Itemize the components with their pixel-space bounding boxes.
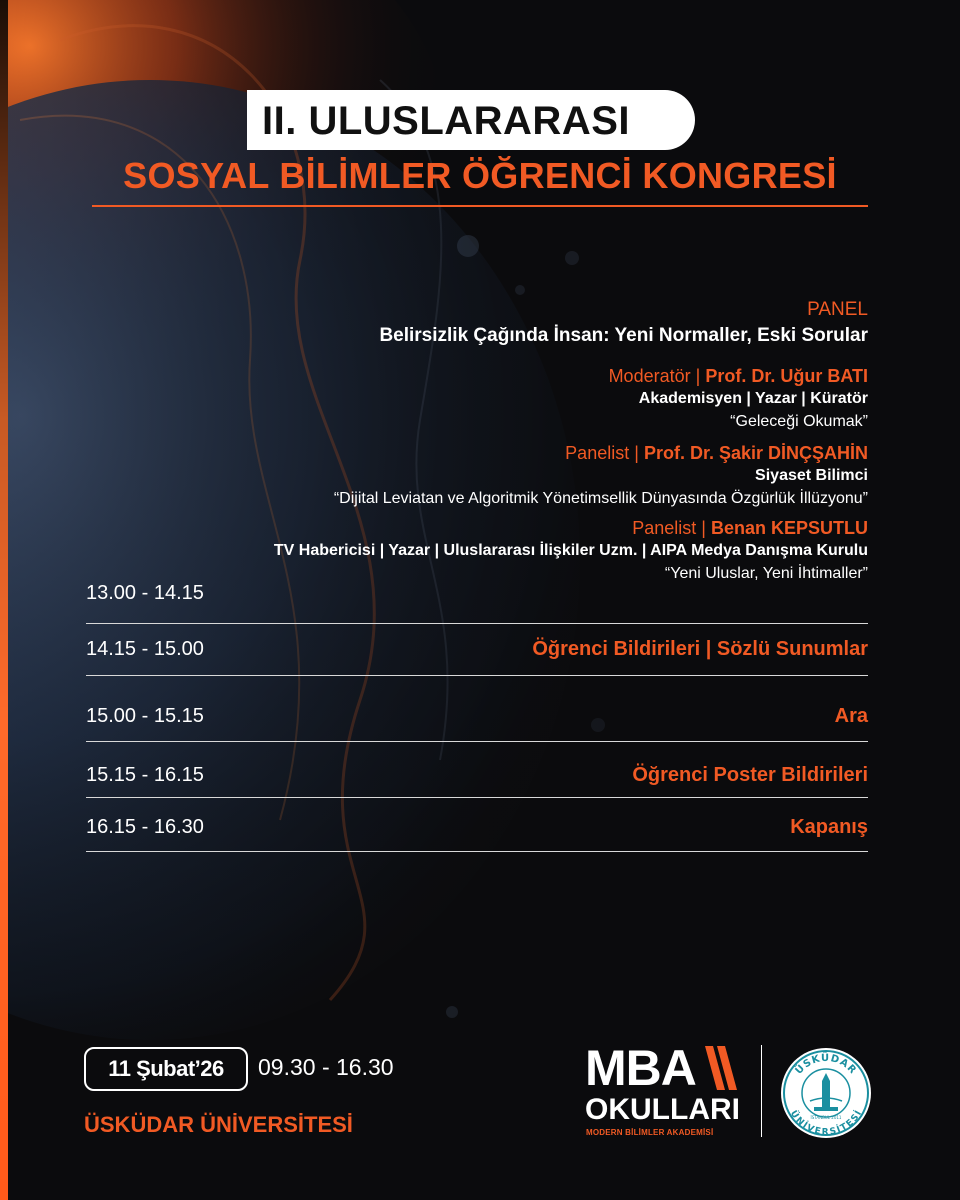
mba-slashes-icon [703, 1046, 741, 1090]
left-accent-bar [0, 0, 8, 1200]
seal-text-bottom: ÜNİVERSİTESİ [787, 1109, 865, 1138]
schedule-row [86, 580, 868, 624]
speaker-name: Benan KEPSUTLU [710, 518, 868, 538]
schedule-time: 16.15 - 16.30 [86, 816, 204, 838]
panel-label: PANEL [807, 299, 868, 320]
event-venue: ÜSKÜDAR ÜNİVERSİTESİ [84, 1112, 353, 1137]
speaker-role: Panelist [632, 518, 697, 538]
speaker-description: Akademisyen | Yazar | Küratör [638, 390, 868, 407]
schedule-item: Kapanış [790, 816, 868, 838]
speaker-description: Siyaset Bilimci [755, 467, 868, 484]
title-divider [92, 205, 868, 207]
speaker-separator: | [695, 366, 701, 386]
speaker-talk-title: “Yeni Uluslar, Yeni İhtimaller” [664, 565, 868, 582]
speaker-description: TV Habericisi | Yazar | Uluslararası İlişkiler Uzm. | AIPA Medya Danışma Kurulu [273, 542, 868, 559]
speaker-name: Prof. Dr. Şakir DİNÇŞAHİN [643, 443, 868, 463]
speaker-talk-title: “Geleceği Okumak” [730, 413, 868, 430]
schedule-item: Öğrenci Bildirileri | Sözlü Sunumlar [532, 638, 868, 660]
mba-okullari-logo [585, 1040, 745, 1140]
schedule-time: 15.00 - 15.15 [86, 705, 204, 727]
panel-title: Belirsizlik Çağında İnsan: Yeni Normaller, Eski Sorular [379, 325, 868, 346]
speaker-separator: | [701, 518, 706, 538]
speaker-separator: | [634, 443, 639, 463]
schedule-item: Ara [834, 705, 868, 727]
speaker-panelist-2 [632, 516, 868, 540]
seal-inner-text: İSTANBUL 2011 [810, 1115, 842, 1120]
logo-divider [761, 1045, 762, 1137]
schedule-row [86, 623, 868, 676]
speaker-talk-title: “Dijital Leviatan ve Algoritmik Yönetimsellik Dünyasında Özgürlük İllüzyonu” [333, 490, 868, 507]
mba-logo-wordmark: MBA [585, 1040, 696, 1096]
schedule-row [86, 741, 868, 798]
schedule-time: 13.00 - 14.15 [86, 582, 204, 604]
event-date: 11 Şubat’26 [108, 1056, 224, 1081]
event-title-line2: SOSYAL BİLİMLER ÖĞRENCİ KONGRESİ [123, 155, 837, 196]
speaker-moderator [609, 364, 868, 388]
seal-text-top: ÜSKÜDAR [793, 1052, 859, 1077]
speaker-name: Prof. Dr. Uğur BATI [705, 366, 868, 386]
schedule-row [86, 675, 868, 742]
event-hours: 09.30 - 16.30 [258, 1054, 394, 1080]
speaker-panelist-1 [565, 441, 868, 465]
schedule-row [86, 797, 868, 852]
speaker-role: Panelist [565, 443, 630, 463]
event-title-line1: II. ULUSLARARASI [262, 99, 630, 143]
mba-logo-okullari: OKULLARI [585, 1093, 740, 1126]
event-date-badge [84, 1047, 248, 1091]
schedule-time: 14.15 - 15.00 [86, 638, 204, 660]
mba-logo-tagline: MODERN BİLİMLER AKADEMİSİ [586, 1128, 714, 1137]
speaker-role: Moderatör [608, 366, 691, 386]
uskudar-university-seal [780, 1047, 872, 1139]
schedule-item: Öğrenci Poster Bildirileri [632, 764, 868, 786]
schedule-time: 15.15 - 16.15 [86, 764, 204, 786]
